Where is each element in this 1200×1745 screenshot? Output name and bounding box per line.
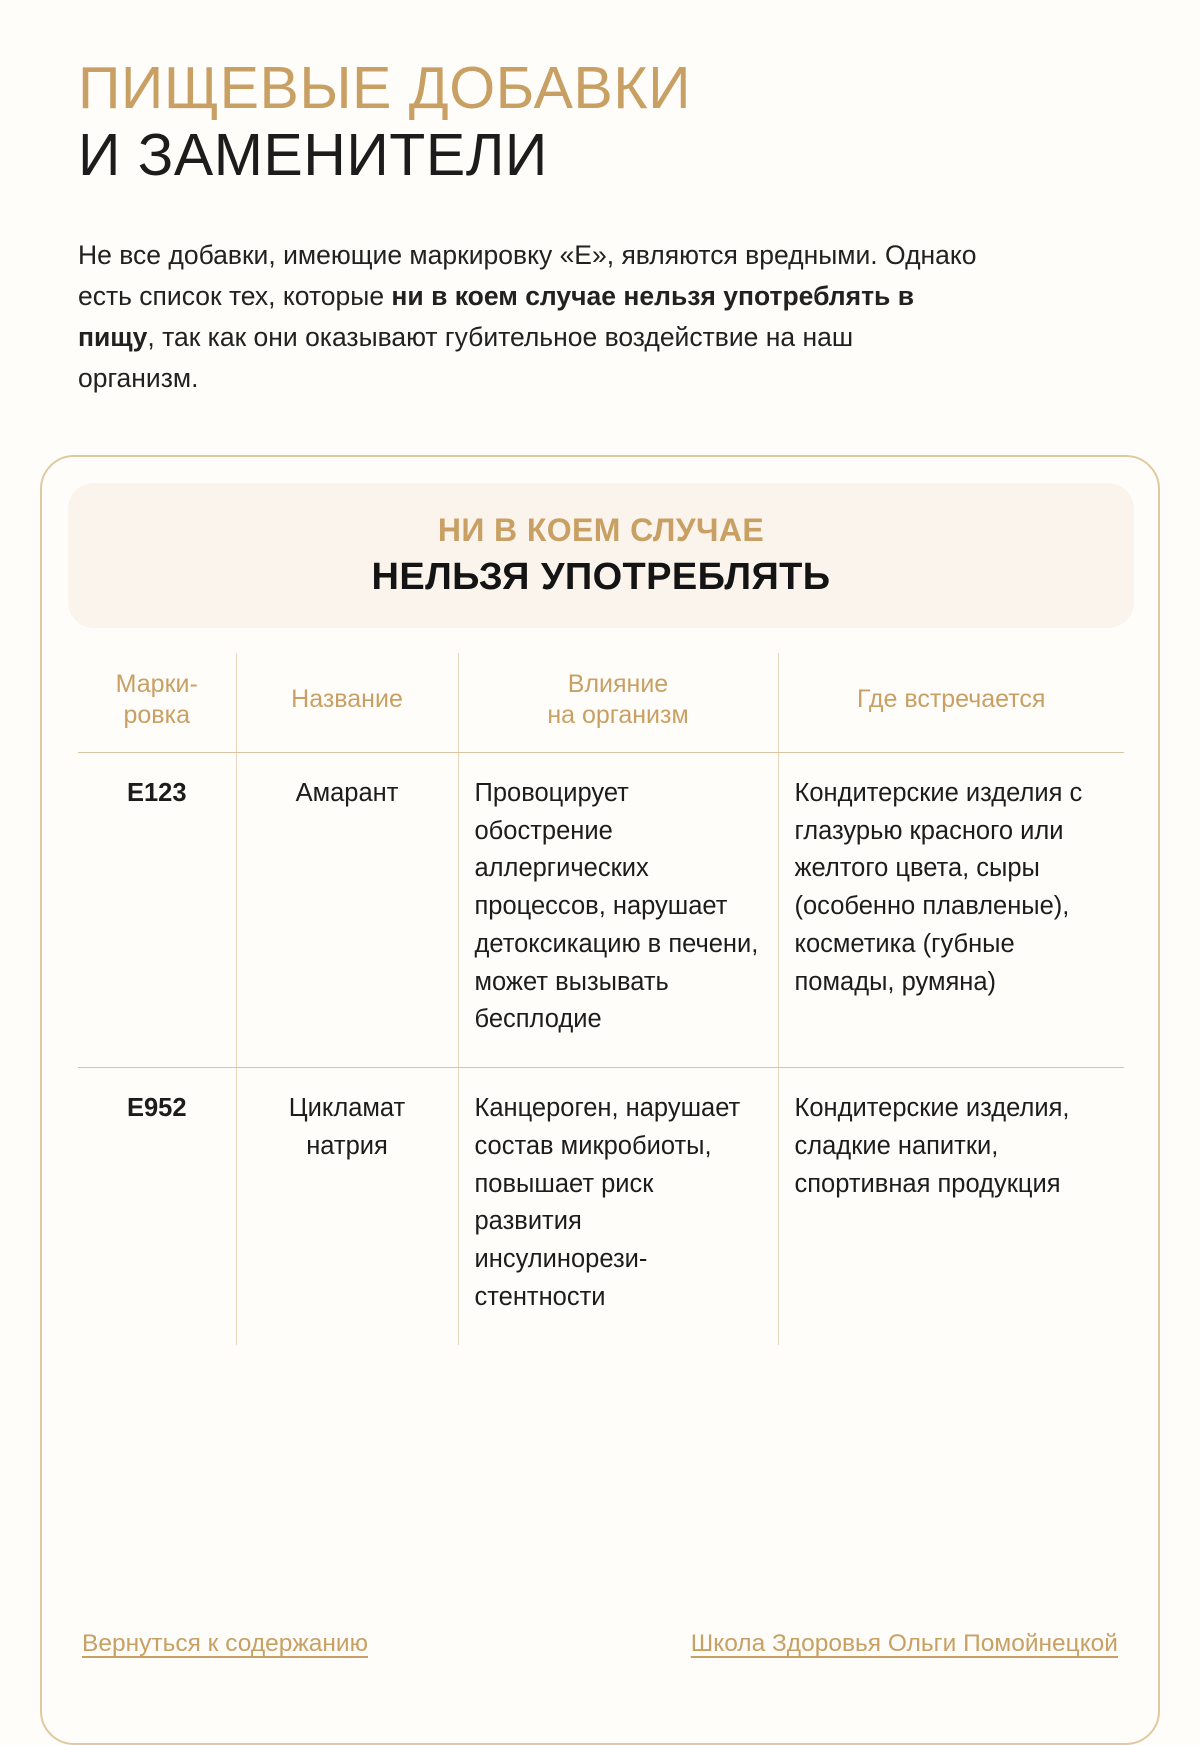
warning-banner — [68, 483, 1134, 628]
cell-where: Кондитерские изделия с глазурью красного или желтого цвета, сыры (особенно плавленые), косметика (губные помады, румяна) — [778, 753, 1124, 1068]
table-row — [78, 1068, 1124, 1345]
column-header-where: Где встречается — [778, 653, 1124, 753]
column-header-name: Название — [236, 653, 458, 753]
warning-card — [40, 455, 1160, 1745]
table-row — [78, 753, 1124, 1068]
page-footer — [0, 1630, 1200, 1658]
brand-link[interactable]: Школа Здоровья Ольги Помойнецкой — [690, 1630, 1118, 1657]
table-header-row — [78, 653, 1124, 753]
column-header-effect-line2: на организм — [547, 700, 689, 729]
intro-text-bold: ни в коем случае нельзя употреблять в пищу — [78, 280, 914, 352]
column-header-effect-line1: Влияние — [567, 670, 669, 698]
additives-table — [78, 653, 1124, 1345]
column-header-marking-line1: Марки- — [115, 670, 198, 698]
cell-where: Кондитерские изделия, сладкие напитки, спортивная продукция — [794, 1094, 1070, 1198]
cell-effect: Провоцирует обострение аллергических процессов, нарушает детоксикацию в печени, может вызывать бесплодие — [458, 753, 778, 1068]
intro-paragraph — [78, 235, 978, 399]
column-header-marking — [78, 653, 236, 753]
cell-name: Цикламат натрия — [236, 1068, 458, 1345]
cell-effect: Канцероген, нарушает состав микробиоты, повышает риск развития инсулинорези-стентности — [458, 1068, 778, 1345]
title-line-2: И ЗАМЕНИТЕЛИ — [78, 122, 548, 189]
intro-text-part-1: Не все добавки, имеющие маркировку «Е», являются вредными. Однако есть список тех, которые — [78, 239, 977, 311]
back-to-contents-link[interactable]: Вернуться к содержанию — [82, 1630, 368, 1657]
column-header-effect — [458, 653, 778, 753]
title-line-1: ПИЩЕВЫЕ ДОБАВКИ — [78, 55, 692, 121]
cell-name: Амарант — [236, 753, 458, 1068]
intro-text-part-2: , так как они оказывают губительное воздействие на наш организм. — [78, 321, 854, 393]
banner-line-1: НИ В КОЕМ СЛУЧАЕ — [437, 512, 765, 548]
column-header-marking-line2: ровка — [123, 700, 190, 729]
banner-line-2: НЕЛЬЗЯ УПОТРЕБЛЯТЬ — [371, 556, 831, 598]
cell-code: E952 — [78, 1068, 236, 1345]
page-title — [78, 55, 1122, 191]
cell-code: E123 — [78, 753, 236, 1068]
